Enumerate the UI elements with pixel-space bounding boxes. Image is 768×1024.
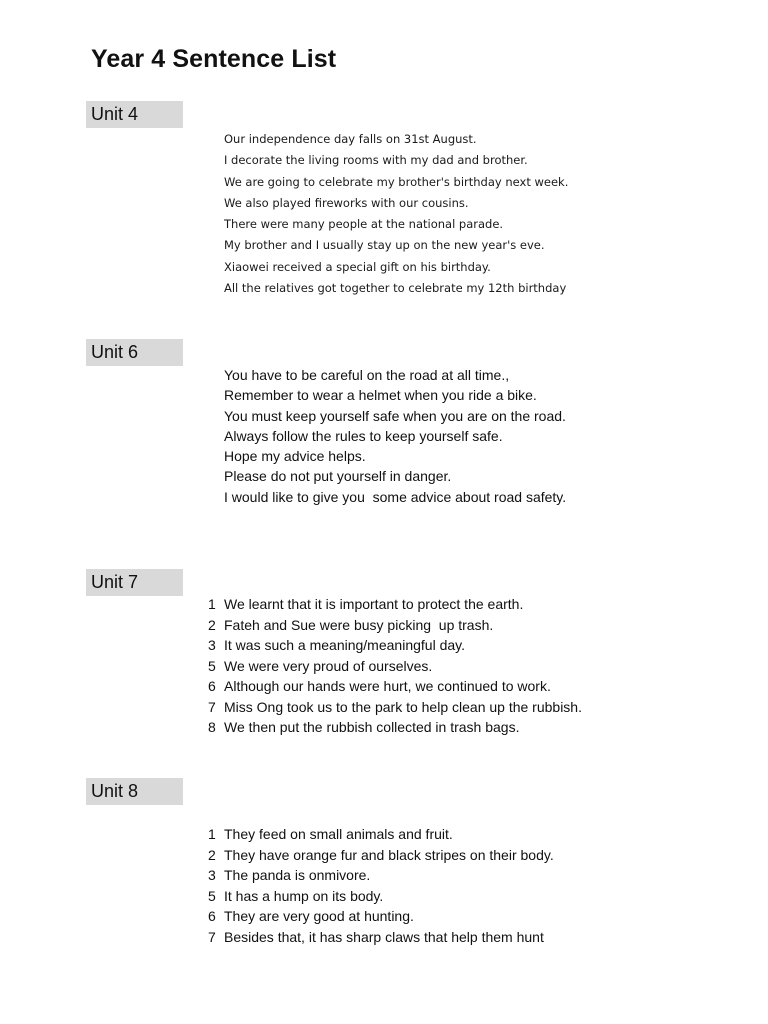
unit-6-heading: Unit 6 — [86, 339, 183, 366]
numbered-sentence — [208, 615, 582, 636]
sentence: I decorate the living rooms with my dad and brother. — [224, 153, 528, 168]
sentence-number: 6 — [208, 678, 216, 694]
sentence-text: We then put the rubbish collected in trash bags. — [224, 719, 520, 735]
sentence-text: We learnt that it is important to protect the earth. — [224, 596, 524, 612]
numbered-sentence — [208, 676, 582, 697]
numbered-sentence — [208, 635, 582, 656]
sentence: Remember to wear a helmet when you ride a bike. — [224, 387, 537, 404]
sentence: Always follow the rules to keep yourself safe. — [224, 427, 503, 444]
sentence-text: They are very good at hunting. — [224, 908, 414, 924]
sentence-number: 2 — [208, 616, 216, 633]
sentence-text: They feed on small animals and fruit. — [224, 826, 453, 842]
sentence-text: Although our hands were hurt, we continued to work. — [224, 678, 551, 694]
sentence-number: 1 — [208, 826, 216, 842]
sentence: You have to be careful on the road at all time., — [224, 367, 510, 383]
sentence: We also played fireworks with our cousins. — [224, 195, 469, 210]
sentence-text: Fateh and Sue were busy picking up trash. — [224, 616, 494, 633]
sentence: I would like to give you some advice about road safety. — [224, 488, 567, 505]
sentence-number: 3 — [208, 637, 216, 653]
sentence-text: Besides that, it has sharp claws that help them hunt — [224, 928, 544, 945]
sentence: All the relatives got together to celebrate my 12th birthday — [224, 281, 567, 296]
sentence-number: 6 — [208, 908, 216, 924]
unit-4-sentence-list — [224, 129, 568, 299]
numbered-sentence — [208, 656, 582, 677]
sentence-text: It was such a meaning/meaningful day. — [224, 637, 465, 653]
numbered-sentence — [208, 927, 554, 948]
numbered-sentence — [208, 697, 582, 718]
sentence: We are going to celebrate my brother's birthday next week. — [224, 174, 569, 189]
numbered-sentence — [208, 717, 582, 738]
sentence-number: 5 — [208, 657, 216, 674]
numbered-sentence — [208, 845, 554, 866]
numbered-sentence — [208, 886, 554, 907]
sentence: You must keep yourself safe when you are on the road. — [224, 407, 566, 424]
sentence: There were many people at the national parade. — [224, 217, 504, 232]
sentence-number: 7 — [208, 928, 216, 945]
sentence: My brother and I usually stay up on the new year's eve. — [224, 238, 545, 253]
numbered-sentence — [208, 906, 554, 927]
numbered-sentence — [208, 594, 582, 615]
sentence-text: Miss Ong took us to the park to help clean up the rubbish. — [224, 698, 582, 715]
unit-7-heading: Unit 7 — [86, 569, 183, 596]
sentence-number: 8 — [208, 719, 216, 735]
sentence-number: 3 — [208, 867, 216, 883]
sentence: Xiaowei received a special gift on his birthday. — [224, 259, 491, 274]
sentence-text: We were very proud of ourselves. — [224, 657, 433, 674]
sentence-number: 1 — [208, 596, 216, 612]
unit-8-sentence-list — [208, 824, 554, 947]
sentence: Our independence day falls on 31st August. — [224, 132, 477, 146]
sentence-text: It has a hump on its body. — [224, 887, 384, 904]
unit-8-heading: Unit 8 — [86, 778, 183, 805]
unit-7-sentence-list — [208, 594, 582, 738]
sentence-text: The panda is onmivore. — [224, 867, 371, 883]
sentence-number: 7 — [208, 698, 216, 715]
unit-6-sentence-list — [224, 365, 566, 507]
sentence-number: 2 — [208, 846, 216, 863]
sentence-text: They have orange fur and black stripes on their body. — [224, 846, 554, 863]
page-title: Year 4 Sentence List — [91, 44, 337, 73]
sentence-number: 5 — [208, 887, 216, 904]
numbered-sentence — [208, 824, 554, 845]
unit-4-heading: Unit 4 — [86, 101, 183, 128]
sentence: Please do not put yourself in danger. — [224, 468, 452, 485]
numbered-sentence — [208, 865, 554, 886]
sentence: Hope my advice helps. — [224, 448, 366, 465]
